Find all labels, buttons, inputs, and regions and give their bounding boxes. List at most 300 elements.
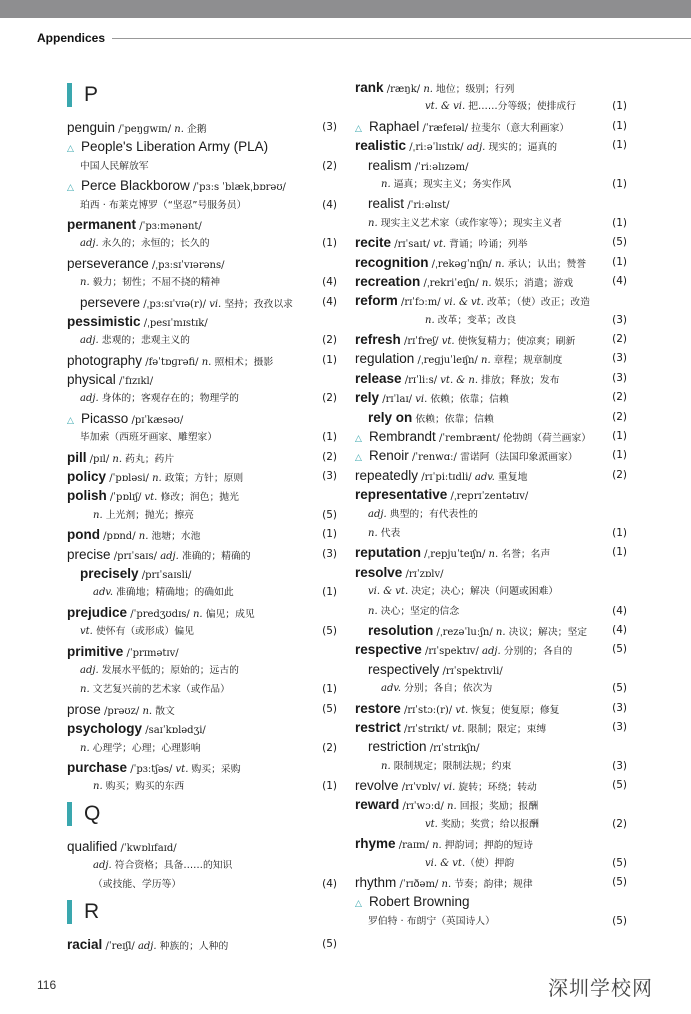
gloss: 节奏；韵律；规律 [451, 879, 533, 891]
entry-continuation [355, 757, 627, 776]
entry-line [67, 176, 337, 195]
gloss: （或技能、学历等） [93, 879, 182, 891]
gloss: 发展水平低的；原始的；远古的 [98, 664, 239, 676]
entry-line [355, 446, 627, 465]
part-of-speech: adj. [482, 646, 501, 658]
part-of-speech: vi. & vt. [425, 857, 466, 869]
unit-number: (4) [322, 295, 337, 308]
headword: racial [67, 936, 103, 952]
gloss: 改革；（使）改正；改造 [483, 297, 590, 309]
headword: pill [67, 449, 87, 465]
part-of-speech: adv. [381, 683, 402, 695]
unit-number: (5) [612, 856, 627, 869]
phonetic: /rɪˈstrɪkʃn/ [426, 743, 480, 755]
triangle-icon: △ [67, 183, 74, 194]
unit-number: (1) [322, 353, 337, 366]
entry-line [67, 409, 337, 428]
entry-line [355, 892, 627, 911]
entry-line [355, 291, 627, 310]
gloss: 地位；级别；行列 [432, 84, 515, 95]
part-of-speech: adv. [93, 587, 114, 599]
unit-number: (1) [612, 255, 627, 268]
phonetic: /ˈreɪʃl/ [102, 940, 138, 952]
entry-line [355, 388, 627, 407]
top-gray-bar [0, 0, 691, 18]
triangle-icon: △ [355, 123, 362, 134]
unit-number: (5) [322, 508, 337, 521]
gloss: 恢复；使复原；修复 [468, 704, 560, 716]
gloss: 回报；奖励；报酬 [456, 801, 539, 813]
gloss: 上光剂；抛光；擦亮 [102, 509, 194, 521]
unit-number: (1) [612, 100, 627, 113]
headword: psychology [67, 721, 143, 737]
entry-continuation [67, 506, 337, 525]
headword: People's Liberation Army (PLA) [81, 139, 269, 155]
phonetic: /raɪm/ [395, 840, 433, 852]
phonetic: /ˌrezəˈluːʃn/ [433, 626, 496, 638]
headword: precisely [80, 565, 139, 581]
headword: refresh [355, 332, 401, 348]
phonetic: /ˈrembrænt/ [435, 433, 503, 445]
gloss: 分别的；各自的 [500, 646, 573, 658]
entry-line [355, 776, 627, 795]
page-number: 116 [37, 978, 57, 992]
letter-heading: Q [84, 801, 101, 825]
unit-number: (5) [322, 625, 337, 638]
part-of-speech: vi. & vt. [368, 586, 409, 598]
gloss: 准确的；精确的 [178, 550, 251, 562]
headword: realist [368, 196, 405, 212]
phonetic: /rɪˈlaɪ/ [379, 394, 416, 406]
triangle-icon: △ [67, 144, 74, 155]
gloss: 决心；坚定的信念 [377, 605, 460, 617]
phonetic: /ˌrepjuˈteɪʃn/ [421, 549, 489, 561]
entry-line [67, 467, 337, 486]
unit-number: (1) [612, 430, 627, 443]
entry-continuation [355, 175, 627, 194]
entry-line [355, 253, 627, 272]
entry-line [355, 427, 627, 446]
section-letter [67, 897, 337, 927]
unit-number: (5) [612, 914, 627, 927]
entry-line [67, 370, 337, 389]
gloss: 现实主义艺术家（或作家等）；现实主义者 [377, 217, 562, 229]
entry-continuation [67, 273, 337, 292]
gloss: 修改；润色；抛光 [157, 492, 239, 504]
gloss: 池塘；水池 [148, 531, 201, 543]
entry-line [355, 408, 627, 427]
unit-number: (1) [612, 119, 627, 132]
phonetic: /ˈpɒləsi/ [106, 473, 153, 485]
entry-line [67, 448, 337, 467]
gloss: 药丸；药片 [122, 453, 175, 465]
unit-number: (5) [322, 702, 337, 715]
part-of-speech: adj. [466, 142, 486, 154]
gloss: 承认；认出；赞誉 [504, 258, 587, 270]
unit-number: (2) [612, 817, 627, 830]
unit-number: (2) [322, 392, 337, 405]
entry-line [355, 795, 627, 814]
headword: prejudice [67, 604, 128, 620]
phonetic: /ˈrɪðəm/ [396, 879, 442, 891]
part-of-speech: adj. [80, 393, 99, 405]
gloss: 逼真；现实主义；务实作风 [390, 178, 512, 190]
entry-line [355, 194, 627, 213]
phonetic: /prɪˈsaɪs/ [110, 550, 161, 562]
phonetic: /rɪˈstrɪkt/ [400, 723, 452, 735]
part-of-speech: vi. [443, 782, 456, 794]
headword: reform [355, 293, 398, 309]
gloss: 决定；决心；解决（问题或困难） [408, 586, 559, 598]
unit-number: (2) [612, 333, 627, 346]
gloss: 把……分等级；使排成行 [465, 101, 577, 113]
headword: Rembrandt [369, 429, 436, 445]
entry-line [67, 137, 337, 156]
part-of-speech: vi. [415, 394, 428, 406]
phonetic: /ˌpɜːsɪˈvɪərəns/ [148, 259, 225, 271]
part-of-speech: n. [174, 124, 184, 135]
part-of-speech: n. [432, 840, 442, 852]
headword: restriction [368, 739, 427, 755]
gloss: 典型的；有代表性的 [386, 508, 478, 520]
entry-continuation [355, 214, 627, 233]
gloss: 散文 [152, 705, 175, 717]
entry-line [67, 351, 337, 370]
headword: resolve [355, 564, 403, 580]
part-of-speech: adj. [80, 238, 99, 250]
unit-number: (2) [322, 334, 337, 347]
phonetic: /rɪˈpiːtɪdli/ [418, 471, 475, 483]
unit-number: (5) [322, 937, 337, 950]
headword: physical [67, 372, 116, 388]
unit-number: (3) [322, 470, 337, 483]
unit-number: (1) [612, 526, 627, 539]
part-of-speech: n. [381, 178, 391, 190]
gloss: （使）押韵 [465, 857, 515, 869]
headword: rely [355, 390, 380, 406]
triangle-icon: △ [355, 899, 362, 910]
phonetic: /rɪˈspektɪvli/ [439, 665, 503, 677]
unit-number: (5) [612, 779, 627, 792]
gloss: 购买；采购 [188, 763, 241, 775]
unit-number: (1) [322, 586, 337, 599]
headword: purchase [67, 759, 128, 775]
entry-line [67, 719, 337, 738]
headword: photography [67, 352, 143, 368]
phonetic: /ˈrenwɑː/ [408, 452, 461, 464]
headword: rely on [368, 409, 413, 425]
entry-continuation [67, 622, 337, 641]
headword: reward [355, 797, 400, 813]
entry-line [67, 486, 337, 505]
phonetic: /prəʊz/ [100, 705, 143, 717]
entry-continuation [67, 428, 337, 447]
unit-number: (4) [322, 276, 337, 289]
headword: recognition [355, 254, 429, 270]
gloss: 伦勃朗（荷兰画家） [502, 433, 592, 445]
entry-line [67, 312, 337, 331]
phonetic: /ˌrekəɡˈnɪʃn/ [428, 258, 495, 270]
gloss: 奖励；奖赏；给以报酬 [437, 818, 539, 830]
phonetic: /ˈpɜːmənənt/ [136, 220, 202, 232]
gloss: 偏见；成见 [202, 608, 255, 620]
phonetic: /ˈpeŋɡwɪn/ [115, 124, 175, 135]
gloss: 依赖；依靠；信赖 [427, 394, 509, 406]
unit-number: (3) [612, 313, 627, 326]
unit-number: (4) [322, 198, 337, 211]
unit-number: (2) [612, 468, 627, 481]
unit-number: (2) [322, 741, 337, 754]
unit-number: (2) [322, 450, 337, 463]
gloss: 政策；方针；原则 [161, 473, 244, 485]
headword: release [355, 370, 402, 386]
gloss: 中国人民解放军 [80, 160, 149, 172]
unit-number: (5) [612, 643, 627, 656]
entry-continuation [67, 196, 337, 215]
entry-line [355, 349, 627, 368]
gloss: 旋转；环绕；转动 [455, 782, 537, 794]
phonetic: /rɪˈfreʃ/ [400, 336, 442, 348]
part-of-speech: n. [494, 258, 505, 270]
headword: realistic [355, 138, 407, 154]
entry-line [355, 699, 627, 718]
part-of-speech: n. [441, 879, 452, 891]
entry-line [355, 640, 627, 659]
gloss: 娱乐；消遣；游戏 [491, 277, 574, 289]
unit-number: (4) [612, 623, 627, 636]
entry-continuation [67, 739, 337, 758]
phonetic: /pɪˈkæsəʊ/ [128, 414, 184, 426]
gloss: 毕加索（西班牙画家、雕塑家） [80, 432, 218, 444]
phonetic: /ˌpɜːsɪˈvɪə(r)/ [140, 298, 210, 310]
unit-number: (2) [612, 391, 627, 404]
part-of-speech: n. [192, 608, 203, 620]
unit-number: (1) [322, 780, 337, 793]
headword: perseverance [67, 255, 149, 271]
gloss: 永久的；永恒的；长久的 [98, 238, 210, 250]
gloss: 现实的；逼真的 [485, 142, 558, 154]
gloss: 身体的；客观存在的；物理学的 [98, 393, 239, 405]
headword: restrict [355, 719, 401, 735]
part-of-speech: vt. [451, 723, 465, 735]
part-of-speech: vt. [441, 336, 455, 348]
triangle-icon: △ [355, 434, 362, 445]
unit-number: (4) [612, 604, 627, 617]
phonetic: /rɪˈwɔːd/ [399, 801, 448, 813]
part-of-speech: n. [495, 626, 506, 638]
entry-line [355, 136, 627, 155]
entry-line [355, 873, 627, 892]
unit-number: (1) [322, 237, 337, 250]
phonetic: /pɪl/ [86, 453, 113, 465]
gloss: 使怀有（或形成）偏见 [92, 626, 194, 638]
unit-number: (1) [612, 177, 627, 190]
part-of-speech: adj. [137, 940, 157, 952]
gloss: 文艺复兴前的艺术家（或作品） [89, 684, 230, 696]
entry-line [67, 254, 337, 273]
entry-line [67, 215, 337, 234]
phonetic: /ˌpesɪˈmɪstɪk/ [140, 317, 208, 329]
entry-line [67, 118, 337, 137]
headword: realism [368, 157, 412, 173]
part-of-speech: n. [201, 356, 212, 368]
headword: rank [355, 80, 384, 95]
headword: persevere [80, 294, 141, 310]
entry-line [355, 78, 627, 97]
headword: restore [355, 700, 401, 716]
gloss: 罗伯特 · 布朗宁（英国诗人） [368, 915, 495, 927]
phonetic: /ˈpɜːs ˈblækˌbɒrəʊ/ [189, 182, 286, 194]
gloss: 背诵；吟诵；列举 [446, 239, 528, 251]
headword: Robert Browning [369, 894, 470, 910]
phonetic: /ˈpɒlɪʃ/ [106, 492, 145, 504]
part-of-speech: n. [80, 684, 90, 696]
gloss: 改革；变革；改良 [434, 314, 517, 326]
headword: pond [67, 527, 100, 543]
letter-marker [67, 900, 72, 924]
part-of-speech: adj. [93, 860, 112, 872]
entry-line [67, 293, 337, 312]
gloss: 心理学；心理；心理影响 [89, 742, 201, 754]
unit-number: (5) [612, 682, 627, 695]
unit-number: (4) [612, 274, 627, 287]
unit-number: (1) [612, 449, 627, 462]
headword: respective [355, 642, 422, 658]
part-of-speech: n. [423, 84, 433, 95]
part-of-speech: vt. [455, 704, 469, 716]
headword: precise [67, 546, 111, 562]
headword: recreation [355, 273, 421, 289]
phonetic: /rɪˈzɒlv/ [402, 568, 444, 580]
phonetic: /saɪˈkɒlədʒi/ [142, 725, 206, 737]
part-of-speech: n. [152, 473, 162, 485]
phonetic: /ˌreɡjuˈleɪʃn/ [414, 355, 482, 367]
headword: regulation [355, 351, 415, 367]
unit-number: (3) [612, 720, 627, 733]
headword: Picasso [81, 410, 129, 426]
entry-line [355, 660, 627, 679]
part-of-speech: vt. & vi. [425, 101, 466, 113]
section-letter [67, 799, 337, 829]
gloss: 使恢复精力；使凉爽；刷新 [454, 336, 576, 348]
letter-heading: R [84, 899, 100, 923]
unit-number: (1) [322, 431, 337, 444]
headword: Raphael [369, 118, 420, 134]
entry-continuation [67, 680, 337, 699]
letter-heading: P [84, 83, 99, 106]
entry-continuation [355, 679, 627, 698]
unit-number: (4) [322, 878, 337, 891]
headword: revolve [355, 778, 399, 794]
part-of-speech: vt. [80, 626, 93, 638]
entry-continuation [355, 854, 627, 873]
entry-line [355, 737, 627, 756]
part-of-speech: vt. [425, 818, 438, 830]
unit-number: (2) [322, 159, 337, 172]
gloss: 珀西 · 布莱克博罗（“坚忍”号服务员） [80, 199, 247, 211]
part-of-speech: n. [381, 760, 391, 772]
part-of-speech: adv. [474, 471, 495, 483]
part-of-speech: vt. [144, 492, 158, 504]
headword: policy [67, 469, 107, 485]
gloss: 决议；解决；坚定 [505, 626, 588, 638]
unit-number: (2) [612, 410, 627, 423]
entry-line [67, 837, 337, 856]
headword: primitive [67, 643, 124, 659]
phonetic: /ˈriːəlɪzəm/ [411, 161, 469, 173]
entry-line [355, 543, 627, 562]
headword: rhythm [355, 875, 397, 891]
phonetic: /fəˈtɒɡrəfi/ [142, 356, 202, 368]
entry-continuation [355, 311, 627, 330]
entry-line [355, 330, 627, 349]
phonetic: /ˈræfeɪəl/ [419, 122, 472, 134]
entry-line [67, 564, 337, 583]
headword: qualified [67, 838, 118, 854]
part-of-speech: n. [93, 509, 103, 521]
unit-number: (3) [612, 352, 627, 365]
section-header: Appendices [37, 31, 106, 45]
entry-continuation [67, 157, 337, 176]
headword: polish [67, 488, 107, 504]
gloss: 名誉；名声 [498, 549, 551, 561]
unit-number: (3) [322, 547, 337, 560]
entry-line [355, 485, 627, 504]
gloss: 重复地 [494, 471, 528, 483]
entry-line [67, 642, 337, 661]
entry-continuation [67, 331, 337, 350]
headword: rhyme [355, 836, 396, 852]
part-of-speech: adj. [160, 550, 179, 562]
gloss: 依赖；依靠；信赖 [412, 413, 494, 425]
unit-number: (1) [322, 683, 337, 696]
entry-continuation [355, 97, 627, 116]
phonetic: /rɪˈliːs/ [401, 374, 441, 386]
entry-continuation [67, 777, 337, 796]
phonetic: /rɪˈfɔːm/ [397, 297, 444, 309]
entry-continuation [355, 582, 627, 601]
entry-line [355, 834, 627, 853]
phonetic: /ˈriːəlɪst/ [404, 200, 450, 212]
phonetic: /prɪˈsaɪsli/ [138, 569, 192, 581]
phonetic: /rɪˈsaɪt/ [391, 239, 434, 251]
headword: prose [67, 701, 101, 717]
part-of-speech: n. [425, 314, 435, 326]
gloss: 排放；释放；发布 [478, 374, 560, 386]
entry-continuation [355, 815, 627, 834]
unit-number: (3) [612, 701, 627, 714]
gloss: 限制规定；限制法规；约束 [390, 760, 512, 772]
entry-line [67, 545, 337, 564]
phonetic: /ˌreprɪˈzentətɪv/ [447, 491, 529, 503]
entry-continuation [355, 912, 627, 931]
part-of-speech: n. [447, 801, 457, 813]
unit-number: (3) [322, 121, 337, 133]
letter-marker [67, 802, 72, 826]
unit-number: (1) [612, 546, 627, 559]
headword: representative [355, 487, 448, 503]
right-column [355, 78, 627, 931]
gloss: 拉斐尔（意大利画家） [471, 122, 570, 134]
headword: repeatedly [355, 467, 419, 483]
unit-number: (5) [612, 876, 627, 889]
part-of-speech: n. [481, 355, 491, 367]
entry-continuation [355, 524, 627, 543]
unit-number: (1) [612, 139, 627, 152]
entry-line [355, 563, 627, 582]
part-of-speech: vt. [433, 239, 447, 251]
part-of-speech: n. [138, 531, 149, 543]
